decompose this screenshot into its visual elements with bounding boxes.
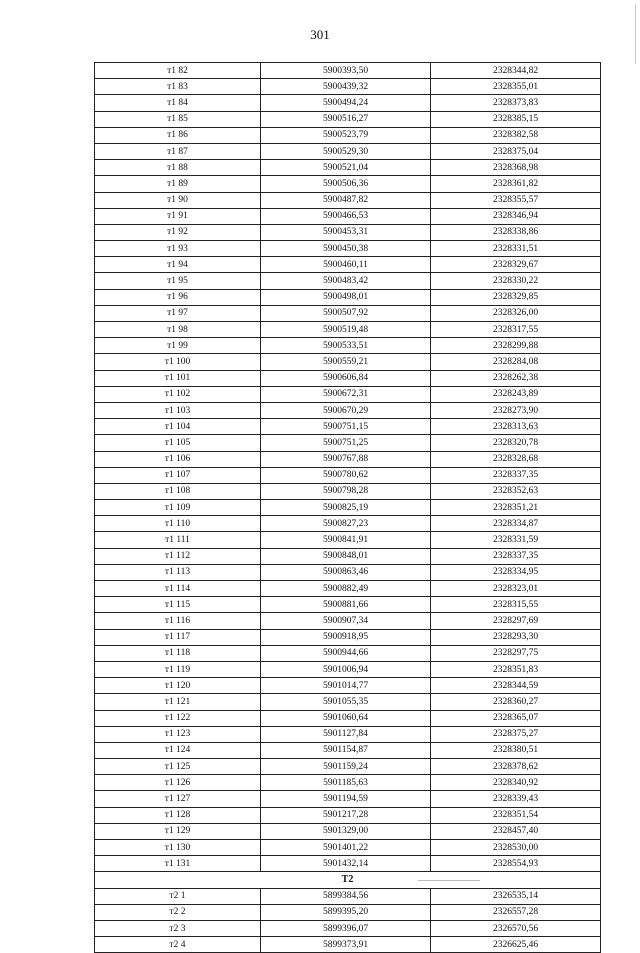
point-id-cell: т1 123 xyxy=(95,726,261,742)
x-coordinate-cell: 5899395,20 xyxy=(261,904,431,920)
point-id-cell: т1 131 xyxy=(95,856,261,872)
y-coordinate-cell: 2328351,54 xyxy=(431,807,601,823)
y-coordinate-cell: 2328380,51 xyxy=(431,742,601,758)
point-id-cell: т1 89 xyxy=(95,176,261,192)
table-row xyxy=(95,548,601,564)
table-row xyxy=(95,192,601,208)
section-t2-header xyxy=(95,872,601,888)
table-row xyxy=(95,710,601,726)
point-id-cell: т1 100 xyxy=(95,354,261,370)
table-row xyxy=(95,95,601,111)
x-coordinate-cell: 5900907,34 xyxy=(261,613,431,629)
table-row xyxy=(95,645,601,661)
table-row xyxy=(95,451,601,467)
point-id-cell: т1 95 xyxy=(95,273,261,289)
x-coordinate-cell: 5901127,84 xyxy=(261,726,431,742)
x-coordinate-cell: 5900780,62 xyxy=(261,467,431,483)
y-coordinate-cell: 2328385,15 xyxy=(431,111,601,127)
point-id-cell: т1 114 xyxy=(95,581,261,597)
y-coordinate-cell: 2328338,86 xyxy=(431,224,601,240)
x-coordinate-cell: 5900393,50 xyxy=(261,63,431,79)
y-coordinate-cell: 2328323,01 xyxy=(431,581,601,597)
table-row xyxy=(95,564,601,580)
point-id-cell: т2 1 xyxy=(95,888,261,904)
point-id-cell: т2 4 xyxy=(95,937,261,953)
table-row xyxy=(95,160,601,176)
section-t1-rows xyxy=(95,63,601,872)
table-row xyxy=(95,305,601,321)
table-row xyxy=(95,791,601,807)
point-id-cell: т2 3 xyxy=(95,920,261,936)
coordinates-table xyxy=(94,62,601,953)
point-id-cell: т1 84 xyxy=(95,95,261,111)
x-coordinate-cell: 5901055,35 xyxy=(261,694,431,710)
y-coordinate-cell: 2328326,00 xyxy=(431,305,601,321)
table-row xyxy=(95,661,601,677)
table-row xyxy=(95,289,601,305)
y-coordinate-cell: 2328351,21 xyxy=(431,500,601,516)
y-coordinate-cell: 2328329,85 xyxy=(431,289,601,305)
point-id-cell: т1 111 xyxy=(95,532,261,548)
table-row xyxy=(95,678,601,694)
y-coordinate-cell: 2328361,82 xyxy=(431,176,601,192)
point-id-cell: т1 92 xyxy=(95,224,261,240)
x-coordinate-cell: 5900672,31 xyxy=(261,386,431,402)
table-row xyxy=(95,402,601,418)
table-row xyxy=(95,823,601,839)
table-row xyxy=(95,273,601,289)
point-id-cell: т1 94 xyxy=(95,257,261,273)
x-coordinate-cell: 5900529,30 xyxy=(261,143,431,159)
point-id-cell: т1 93 xyxy=(95,241,261,257)
table-row xyxy=(95,726,601,742)
table-row xyxy=(95,920,601,936)
point-id-cell: т1 108 xyxy=(95,483,261,499)
point-id-cell: т1 105 xyxy=(95,435,261,451)
x-coordinate-cell: 5900523,79 xyxy=(261,127,431,143)
x-coordinate-cell: 5901060,64 xyxy=(261,710,431,726)
y-coordinate-cell: 2328297,75 xyxy=(431,645,601,661)
y-coordinate-cell: 2328262,38 xyxy=(431,370,601,386)
table-row xyxy=(95,143,601,159)
point-id-cell: т1 106 xyxy=(95,451,261,467)
y-coordinate-cell: 2328337,35 xyxy=(431,548,601,564)
x-coordinate-cell: 5900450,38 xyxy=(261,241,431,257)
y-coordinate-cell: 2328355,57 xyxy=(431,192,601,208)
table-row xyxy=(95,500,601,516)
point-id-cell: т1 104 xyxy=(95,419,261,435)
table-row xyxy=(95,63,601,79)
point-id-cell: т1 118 xyxy=(95,645,261,661)
table-row xyxy=(95,224,601,240)
table-row xyxy=(95,127,601,143)
x-coordinate-cell: 5899373,91 xyxy=(261,937,431,953)
y-coordinate-cell: 2328297,69 xyxy=(431,613,601,629)
point-id-cell: т1 99 xyxy=(95,338,261,354)
x-coordinate-cell: 5901432,14 xyxy=(261,856,431,872)
x-coordinate-cell: 5900827,23 xyxy=(261,516,431,532)
point-id-cell: т1 127 xyxy=(95,791,261,807)
x-coordinate-cell: 5900439,32 xyxy=(261,79,431,95)
table-row xyxy=(95,354,601,370)
x-coordinate-cell: 5901014,77 xyxy=(261,678,431,694)
y-coordinate-cell: 2328382,58 xyxy=(431,127,601,143)
point-id-cell: т1 125 xyxy=(95,759,261,775)
y-coordinate-cell: 2328299,88 xyxy=(431,338,601,354)
x-coordinate-cell: 5901159,24 xyxy=(261,759,431,775)
y-coordinate-cell: 2328330,22 xyxy=(431,273,601,289)
table-row xyxy=(95,386,601,402)
x-coordinate-cell: 5901329,00 xyxy=(261,823,431,839)
point-id-cell: т1 83 xyxy=(95,79,261,95)
x-coordinate-cell: 5901401,22 xyxy=(261,840,431,856)
y-coordinate-cell: 2326625,46 xyxy=(431,937,601,953)
point-id-cell: т1 86 xyxy=(95,127,261,143)
y-coordinate-cell: 2328355,01 xyxy=(431,79,601,95)
point-id-cell: т1 97 xyxy=(95,305,261,321)
table-row xyxy=(95,937,601,953)
y-coordinate-cell: 2328375,04 xyxy=(431,143,601,159)
x-coordinate-cell: 5900841,91 xyxy=(261,532,431,548)
y-coordinate-cell: 2328243,89 xyxy=(431,386,601,402)
x-coordinate-cell: 5900670,29 xyxy=(261,402,431,418)
table-row xyxy=(95,435,601,451)
table-row xyxy=(95,694,601,710)
x-coordinate-cell: 5900516,27 xyxy=(261,111,431,127)
y-coordinate-cell: 2328320,78 xyxy=(431,435,601,451)
y-coordinate-cell: 2328360,27 xyxy=(431,694,601,710)
x-coordinate-cell: 5900751,15 xyxy=(261,419,431,435)
x-coordinate-cell: 5900460,11 xyxy=(261,257,431,273)
point-id-cell: т2 2 xyxy=(95,904,261,920)
y-coordinate-cell: 2328352,63 xyxy=(431,483,601,499)
point-id-cell: т1 103 xyxy=(95,402,261,418)
x-coordinate-cell: 5900944,66 xyxy=(261,645,431,661)
x-coordinate-cell: 5900882,49 xyxy=(261,581,431,597)
x-coordinate-cell: 5901006,94 xyxy=(261,661,431,677)
x-coordinate-cell: 5900521,04 xyxy=(261,160,431,176)
table-row xyxy=(95,370,601,386)
y-coordinate-cell: 2326570,56 xyxy=(431,920,601,936)
y-coordinate-cell: 2328334,87 xyxy=(431,516,601,532)
table-row xyxy=(95,597,601,613)
y-coordinate-cell: 2328334,95 xyxy=(431,564,601,580)
section-header-row xyxy=(95,872,601,888)
point-id-cell: т1 121 xyxy=(95,694,261,710)
y-coordinate-cell: 2328337,35 xyxy=(431,467,601,483)
table-row xyxy=(95,257,601,273)
x-coordinate-cell: 5900487,82 xyxy=(261,192,431,208)
table-row xyxy=(95,856,601,872)
x-coordinate-cell: 5900848,01 xyxy=(261,548,431,564)
x-coordinate-cell: 5900498,01 xyxy=(261,289,431,305)
x-coordinate-cell: 5900453,31 xyxy=(261,224,431,240)
table-row xyxy=(95,241,601,257)
y-coordinate-cell: 2328339,43 xyxy=(431,791,601,807)
table-row xyxy=(95,532,601,548)
table-row xyxy=(95,176,601,192)
page-number: 301 xyxy=(310,27,330,42)
point-id-cell: т1 126 xyxy=(95,775,261,791)
x-coordinate-cell: 5901217,28 xyxy=(261,807,431,823)
y-coordinate-cell: 2328365,07 xyxy=(431,710,601,726)
table-row xyxy=(95,759,601,775)
table-row xyxy=(95,338,601,354)
x-coordinate-cell: 5900494,24 xyxy=(261,95,431,111)
point-id-cell: т1 128 xyxy=(95,807,261,823)
scan-artifact-line xyxy=(418,880,480,881)
point-id-cell: т1 102 xyxy=(95,386,261,402)
y-coordinate-cell: 2328293,30 xyxy=(431,629,601,645)
table-row xyxy=(95,419,601,435)
section-t2-rows xyxy=(95,888,601,953)
point-id-cell: т1 113 xyxy=(95,564,261,580)
y-coordinate-cell: 2328284,08 xyxy=(431,354,601,370)
x-coordinate-cell: 5900798,28 xyxy=(261,483,431,499)
table-row xyxy=(95,613,601,629)
x-coordinate-cell: 5900506,36 xyxy=(261,176,431,192)
table-row xyxy=(95,208,601,224)
x-coordinate-cell: 5900533,51 xyxy=(261,338,431,354)
x-coordinate-cell: 5900606,84 xyxy=(261,370,431,386)
y-coordinate-cell: 2328331,51 xyxy=(431,241,601,257)
y-coordinate-cell: 2328273,90 xyxy=(431,402,601,418)
y-coordinate-cell: 2328368,98 xyxy=(431,160,601,176)
x-coordinate-cell: 5900863,46 xyxy=(261,564,431,580)
x-coordinate-cell: 5900751,25 xyxy=(261,435,431,451)
x-coordinate-cell: 5900466,53 xyxy=(261,208,431,224)
point-id-cell: т1 116 xyxy=(95,613,261,629)
point-id-cell: т1 107 xyxy=(95,467,261,483)
table-row xyxy=(95,629,601,645)
table-row xyxy=(95,322,601,338)
y-coordinate-cell: 2328344,82 xyxy=(431,63,601,79)
point-id-cell: т1 101 xyxy=(95,370,261,386)
y-coordinate-cell: 2328554,93 xyxy=(431,856,601,872)
x-coordinate-cell: 5900483,42 xyxy=(261,273,431,289)
y-coordinate-cell: 2328328,68 xyxy=(431,451,601,467)
point-id-cell: т1 109 xyxy=(95,500,261,516)
table-row xyxy=(95,111,601,127)
point-id-cell: т1 110 xyxy=(95,516,261,532)
point-id-cell: т1 98 xyxy=(95,322,261,338)
y-coordinate-cell: 2326535,14 xyxy=(431,888,601,904)
y-coordinate-cell: 2328317,55 xyxy=(431,322,601,338)
table-row xyxy=(95,79,601,95)
y-coordinate-cell: 2328313,63 xyxy=(431,419,601,435)
point-id-cell: т1 124 xyxy=(95,742,261,758)
table-row xyxy=(95,742,601,758)
point-id-cell: т1 87 xyxy=(95,143,261,159)
point-id-cell: т1 112 xyxy=(95,548,261,564)
point-id-cell: т1 115 xyxy=(95,597,261,613)
table-row xyxy=(95,467,601,483)
y-coordinate-cell: 2328373,83 xyxy=(431,95,601,111)
table-row xyxy=(95,807,601,823)
point-id-cell: т1 90 xyxy=(95,192,261,208)
x-coordinate-cell: 5900559,21 xyxy=(261,354,431,370)
y-coordinate-cell: 2328329,67 xyxy=(431,257,601,273)
table-row xyxy=(95,581,601,597)
y-coordinate-cell: 2328331,59 xyxy=(431,532,601,548)
x-coordinate-cell: 5900881,66 xyxy=(261,597,431,613)
point-id-cell: т1 82 xyxy=(95,63,261,79)
x-coordinate-cell: 5900918,95 xyxy=(261,629,431,645)
y-coordinate-cell: 2326557,28 xyxy=(431,904,601,920)
y-coordinate-cell: 2328375,27 xyxy=(431,726,601,742)
point-id-cell: т1 129 xyxy=(95,823,261,839)
y-coordinate-cell: 2328346,94 xyxy=(431,208,601,224)
x-coordinate-cell: 5900519,48 xyxy=(261,322,431,338)
scan-edge-line xyxy=(635,4,636,64)
point-id-cell: т1 91 xyxy=(95,208,261,224)
point-id-cell: т1 85 xyxy=(95,111,261,127)
table-row xyxy=(95,483,601,499)
x-coordinate-cell: 5900825,19 xyxy=(261,500,431,516)
table-row xyxy=(95,888,601,904)
table-row xyxy=(95,775,601,791)
table-row xyxy=(95,840,601,856)
point-id-cell: т1 120 xyxy=(95,678,261,694)
x-coordinate-cell: 5900507,92 xyxy=(261,305,431,321)
x-coordinate-cell: 5899396,07 xyxy=(261,920,431,936)
x-coordinate-cell: 5899384,56 xyxy=(261,888,431,904)
y-coordinate-cell: 2328378,62 xyxy=(431,759,601,775)
y-coordinate-cell: 2328457,40 xyxy=(431,823,601,839)
point-id-cell: т1 130 xyxy=(95,840,261,856)
table-row xyxy=(95,516,601,532)
y-coordinate-cell: 2328351,83 xyxy=(431,661,601,677)
point-id-cell: т1 122 xyxy=(95,710,261,726)
x-coordinate-cell: 5901154,87 xyxy=(261,742,431,758)
y-coordinate-cell: 2328315,55 xyxy=(431,597,601,613)
table-row xyxy=(95,904,601,920)
x-coordinate-cell: 5901194,59 xyxy=(261,791,431,807)
point-id-cell: т1 117 xyxy=(95,629,261,645)
section-t2-label: Т2 xyxy=(95,872,601,888)
point-id-cell: т1 119 xyxy=(95,661,261,677)
point-id-cell: т1 88 xyxy=(95,160,261,176)
y-coordinate-cell: 2328530,00 xyxy=(431,840,601,856)
y-coordinate-cell: 2328344,59 xyxy=(431,678,601,694)
x-coordinate-cell: 5900767,88 xyxy=(261,451,431,467)
y-coordinate-cell: 2328340,92 xyxy=(431,775,601,791)
point-id-cell: т1 96 xyxy=(95,289,261,305)
x-coordinate-cell: 5901185,63 xyxy=(261,775,431,791)
